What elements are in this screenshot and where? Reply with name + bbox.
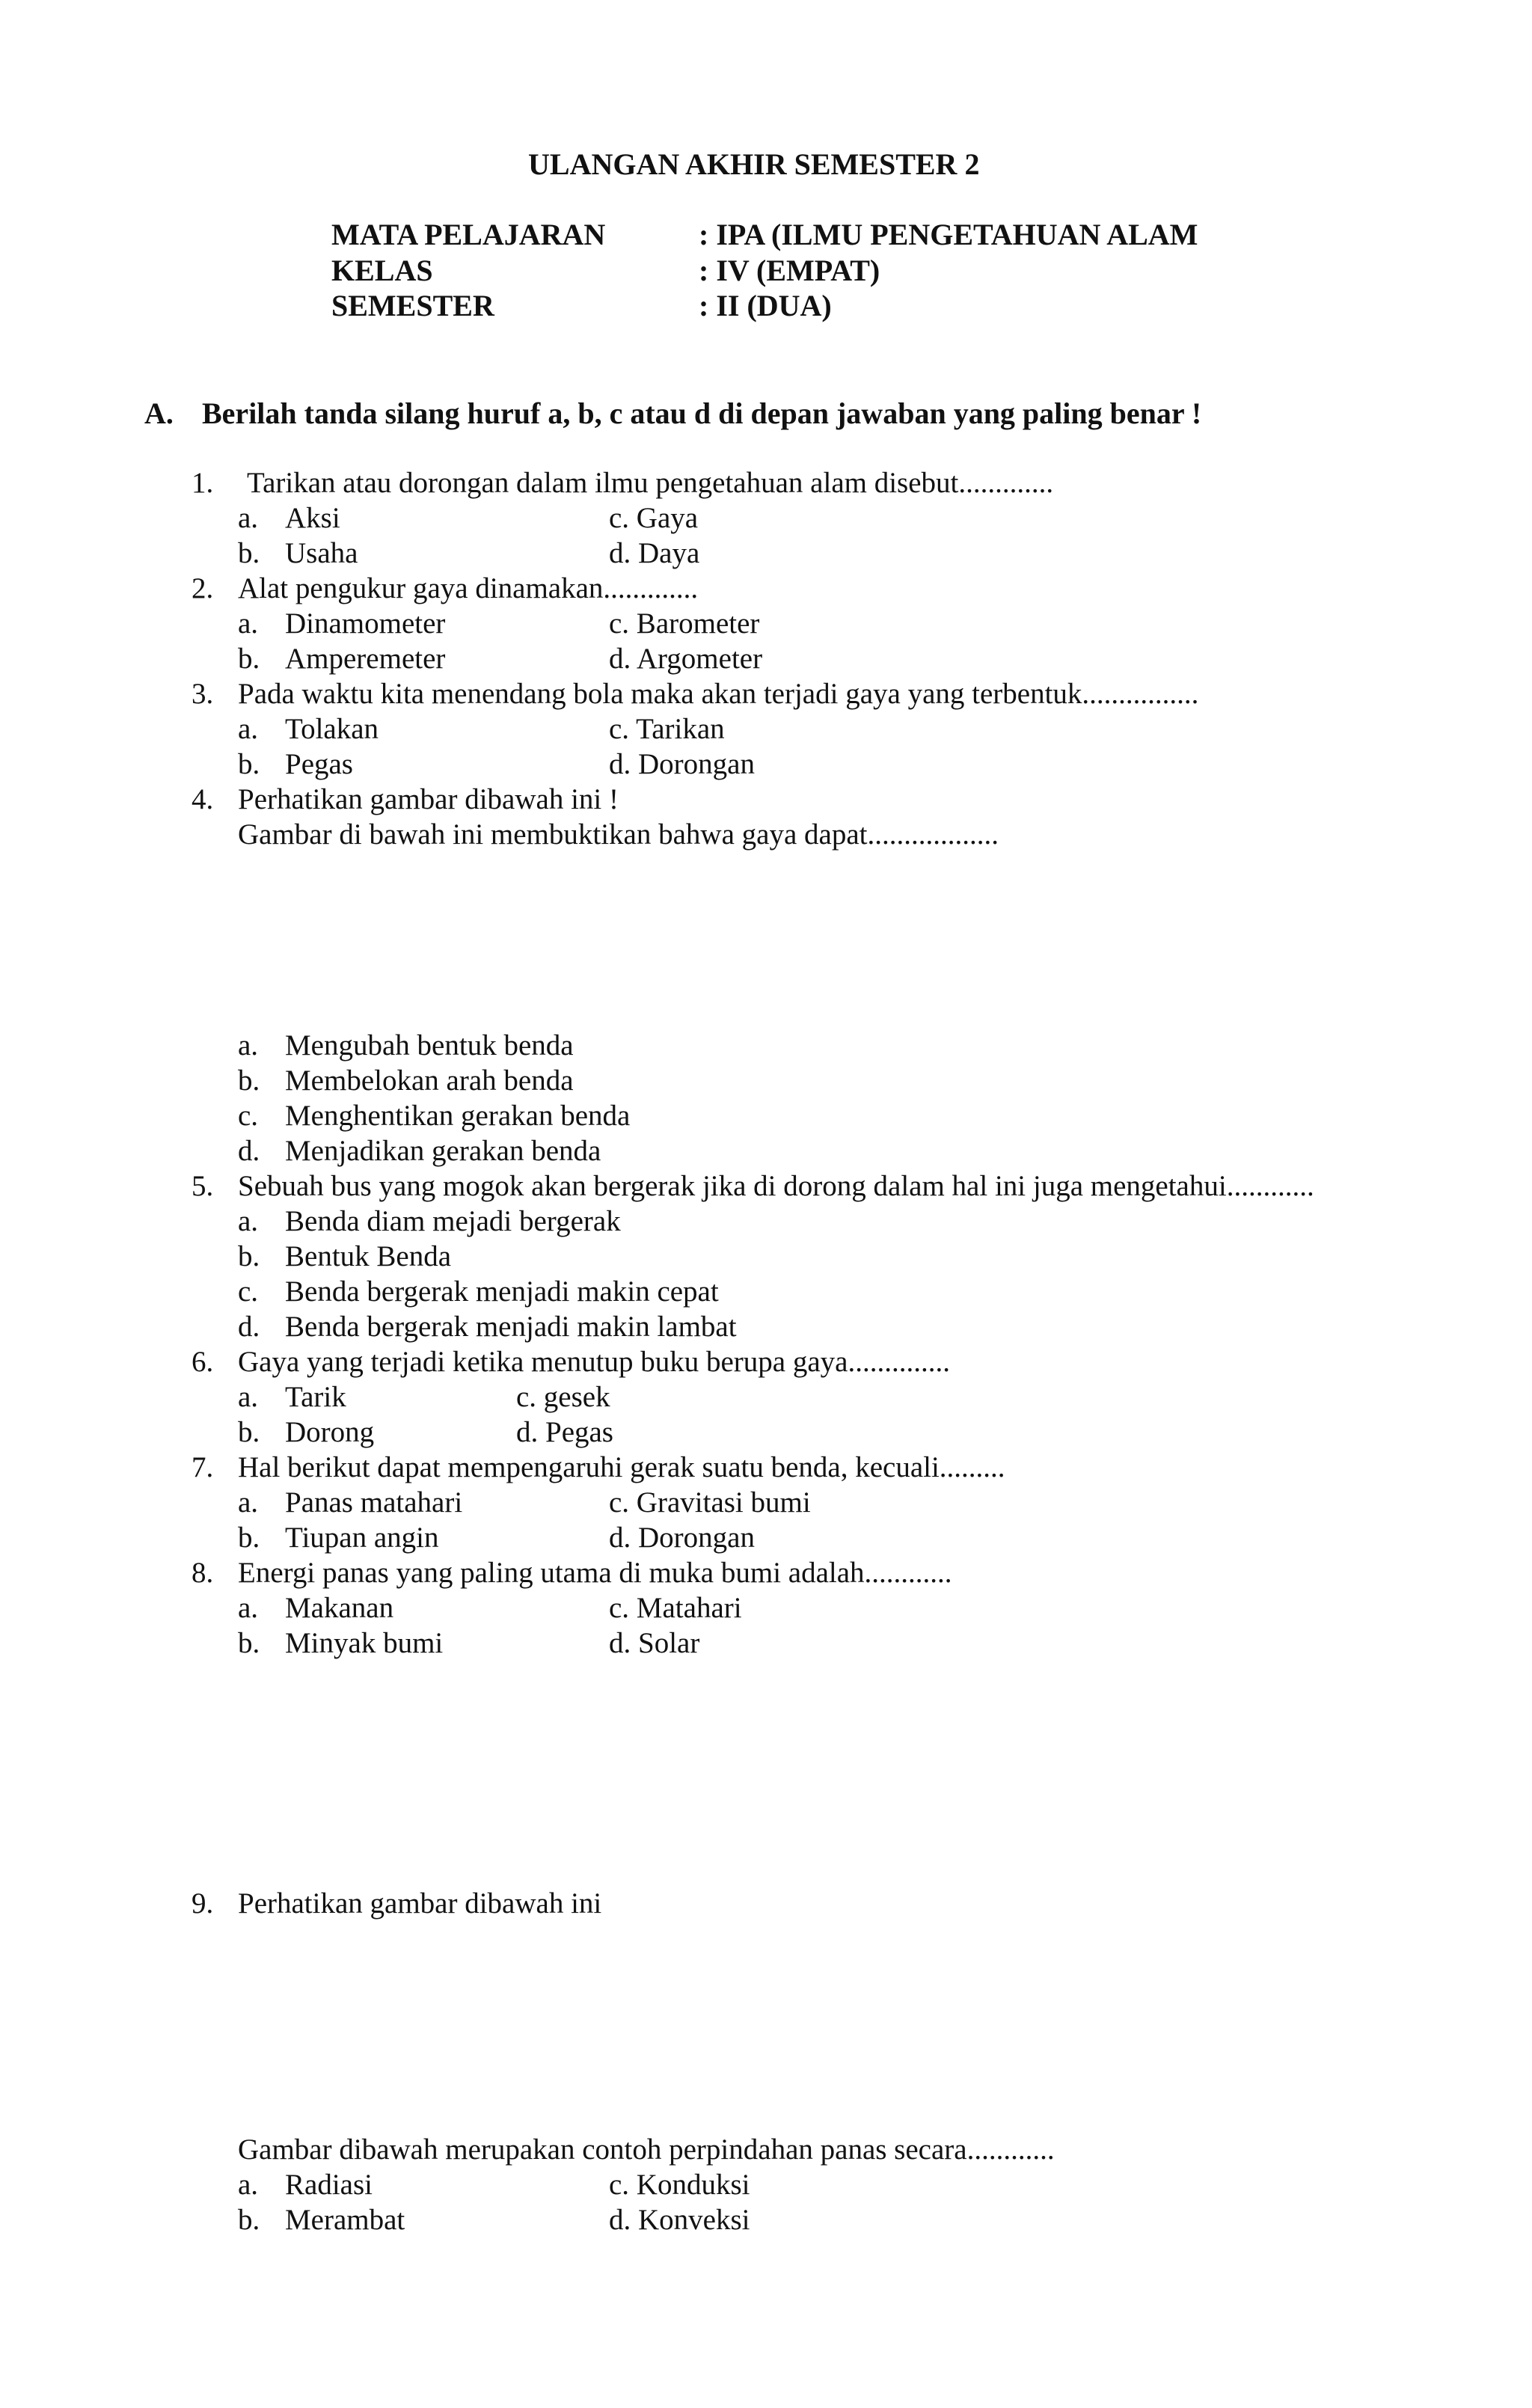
option-text: c. Konduksi: [609, 2169, 750, 2201]
info-value-subject: : IPA (ILMU PENGETAHUAN ALAM: [699, 218, 1198, 251]
option-letter: b.: [238, 1416, 260, 1448]
question-number: 2.: [192, 572, 214, 604]
question-number: 8.: [192, 1557, 214, 1589]
option-text: d. Dorongan: [609, 748, 755, 780]
section-instruction: Berilah tanda silang huruf a, b, c atau d di depan jawaban yang paling benar !: [202, 396, 1202, 430]
option-text: Makanan: [285, 1592, 394, 1624]
option-text: d. Konveksi: [609, 2204, 750, 2236]
option-text: Benda diam mejadi bergerak: [285, 1205, 621, 1237]
option-letter: a.: [238, 502, 259, 534]
section-letter: A.: [144, 396, 174, 430]
option-text: Aksi: [285, 502, 340, 534]
option-letter: d.: [238, 1311, 260, 1343]
option-text: Merambat: [285, 2204, 405, 2236]
info-label-subject: MATA PELAJARAN: [331, 218, 606, 251]
info-value-semester: : II (DUA): [699, 289, 832, 322]
option-text: d. Dorongan: [609, 1522, 755, 1554]
question-subtext: Gambar dibawah merupakan contoh perpindahan panas secara............: [238, 2133, 1055, 2166]
question-number: 4.: [192, 783, 214, 815]
option-text: d. Argometer: [609, 643, 763, 675]
question-text: Gaya yang terjadi ketika menutup buku berupa gaya..............: [238, 1346, 950, 1378]
option-text: d. Pegas: [516, 1416, 613, 1448]
option-text: c. Gaya: [609, 502, 699, 534]
option-text: Dorong: [285, 1416, 375, 1448]
option-letter: b.: [238, 537, 260, 569]
option-text: Tarik: [285, 1381, 346, 1413]
question-number: 7.: [192, 1451, 214, 1483]
question-text: Pada waktu kita menendang bola maka akan terjadi gaya yang terbentuk................: [238, 678, 1199, 710]
question-number: 3.: [192, 678, 214, 710]
option-letter: a.: [238, 1592, 259, 1624]
option-text: Mengubah bentuk benda: [285, 1029, 574, 1061]
option-text: c. gesek: [516, 1381, 610, 1413]
question-text: Perhatikan gambar dibawah ini: [238, 1887, 602, 1920]
question-number: 5.: [192, 1170, 214, 1202]
question-text: Energi panas yang paling utama di muka bumi adalah............: [238, 1557, 952, 1589]
info-value-class: : IV (EMPAT): [699, 254, 880, 287]
option-text: Tiupan angin: [285, 1522, 439, 1554]
option-letter: a.: [238, 1381, 259, 1413]
info-label-class: KELAS: [331, 254, 433, 287]
option-text: Menjadikan gerakan benda: [285, 1135, 601, 1167]
option-letter: a.: [238, 2169, 259, 2201]
question-subtext: Gambar di bawah ini membuktikan bahwa gaya dapat..................: [238, 818, 999, 851]
option-text: c. Tarikan: [609, 713, 725, 745]
question-number: 9.: [192, 1887, 214, 1920]
option-text: c. Matahari: [609, 1592, 742, 1624]
question-text: Perhatikan gambar dibawah ini !: [238, 783, 619, 815]
option-text: Radiasi: [285, 2169, 373, 2201]
option-letter: b.: [238, 1522, 260, 1554]
option-text: Bentuk Benda: [285, 1240, 452, 1272]
option-letter: a.: [238, 1486, 259, 1519]
question-number: 1.: [192, 467, 214, 499]
option-text: Minyak bumi: [285, 1627, 444, 1659]
question-text: Alat pengukur gaya dinamakan.............: [238, 572, 699, 604]
option-text: Usaha: [285, 537, 358, 569]
question-text: Hal berikut dapat mempengaruhi gerak suatu benda, kecuali.........: [238, 1451, 1005, 1483]
option-letter: b.: [238, 1627, 260, 1659]
option-letter: a.: [238, 1029, 259, 1061]
option-text: Benda bergerak menjadi makin lambat: [285, 1311, 737, 1343]
option-letter: c.: [238, 1275, 259, 1308]
question-number: 6.: [192, 1346, 214, 1378]
page-title: ULANGAN AKHIR SEMESTER 2: [528, 147, 980, 181]
option-text: d. Daya: [609, 537, 700, 569]
option-text: Benda bergerak menjadi makin cepat: [285, 1275, 719, 1308]
option-text: c. Barometer: [609, 607, 760, 640]
question-text: Sebuah bus yang mogok akan bergerak jika di dorong dalam hal ini juga mengetahui............: [238, 1170, 1314, 1202]
option-text: Menghentikan gerakan benda: [285, 1100, 631, 1132]
option-letter: d.: [238, 1135, 260, 1167]
info-label-semester: SEMESTER: [331, 289, 494, 322]
option-text: Membelokan arah benda: [285, 1064, 574, 1097]
option-letter: c.: [238, 1100, 259, 1132]
option-text: Pegas: [285, 748, 353, 780]
option-text: Panas matahari: [285, 1486, 463, 1519]
option-text: c. Gravitasi bumi: [609, 1486, 811, 1519]
option-letter: a.: [238, 713, 259, 745]
option-text: Amperemeter: [285, 643, 446, 675]
option-letter: b.: [238, 2204, 260, 2236]
option-letter: a.: [238, 607, 259, 640]
option-letter: a.: [238, 1205, 259, 1237]
option-letter: b.: [238, 748, 260, 780]
question-text: Tarikan atau dorongan dalam ilmu pengetahuan alam disebut.............: [247, 467, 1054, 499]
option-letter: b.: [238, 643, 260, 675]
option-letter: b.: [238, 1240, 260, 1272]
option-text: Dinamometer: [285, 607, 446, 640]
option-letter: b.: [238, 1064, 260, 1097]
option-text: d. Solar: [609, 1627, 700, 1659]
option-text: Tolakan: [285, 713, 379, 745]
